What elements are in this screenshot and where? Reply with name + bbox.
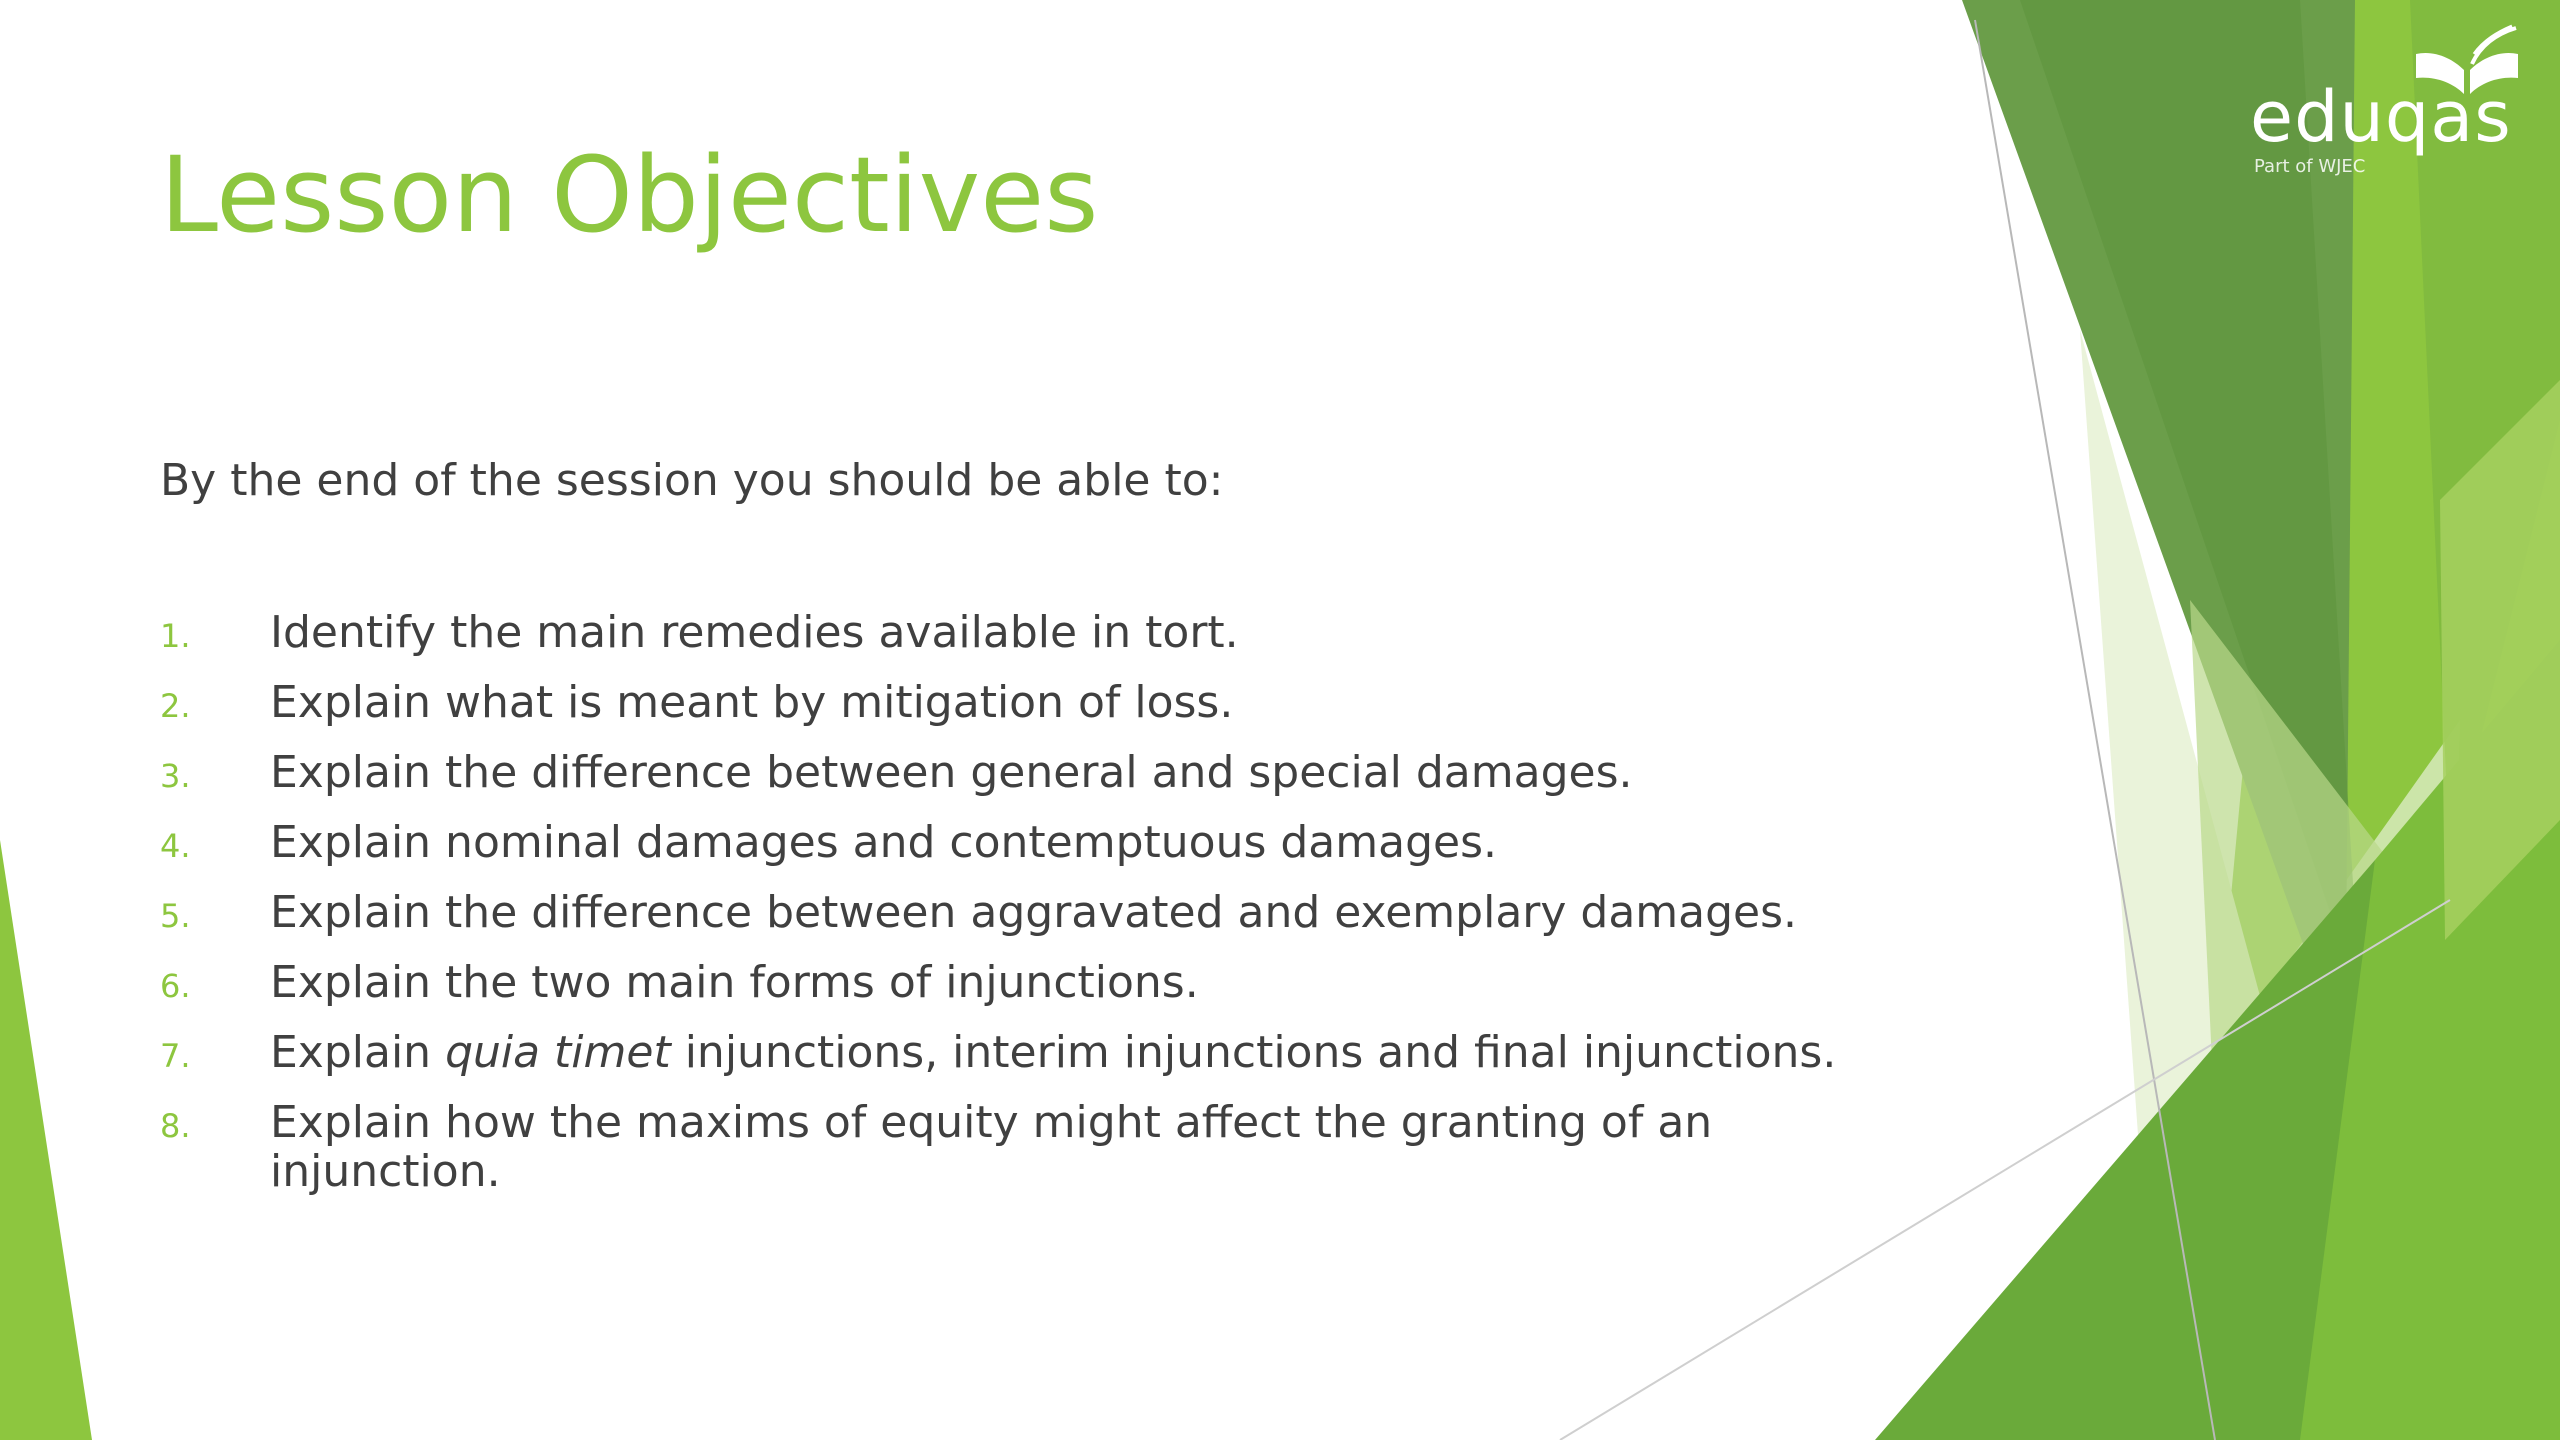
logo-subtitle: Part of WJEC xyxy=(2254,156,2366,177)
objective-text-post: injunctions, interim injunctions and final injunctions. xyxy=(670,1027,1837,1078)
eduqas-logo xyxy=(2240,24,2540,184)
objective-text-italic: quia timet xyxy=(445,1027,671,1078)
objective-text: Explain nominal damages and contemptuous damages. xyxy=(270,817,1497,868)
slide-title: Lesson Objectives xyxy=(160,134,1099,256)
logo-wordmark: eduqas xyxy=(2250,76,2512,158)
objective-number: 2. xyxy=(160,687,191,725)
objective-number: 6. xyxy=(160,967,191,1005)
objective-text xyxy=(270,1027,1836,1078)
objective-number: 8. xyxy=(160,1107,191,1145)
objective-number: 7. xyxy=(160,1037,191,1075)
objective-item xyxy=(160,748,1920,797)
objective-number: 1. xyxy=(160,617,191,655)
objective-item xyxy=(160,818,1920,867)
objective-number: 5. xyxy=(160,897,191,935)
objective-text: Explain the two main forms of injunctions. xyxy=(270,957,1199,1008)
objectives-list xyxy=(160,608,1920,1217)
objective-number: 4. xyxy=(160,827,191,865)
objective-item xyxy=(160,608,1920,657)
objective-number: 3. xyxy=(160,757,191,795)
objective-item xyxy=(160,678,1920,727)
objective-item xyxy=(160,1028,1920,1077)
objective-text: Explain the difference between general and special damages. xyxy=(270,747,1633,798)
objective-item xyxy=(160,1098,1920,1196)
intro-text: By the end of the session you should be able to: xyxy=(160,455,1224,506)
objective-text: Explain how the maxims of equity might affect the granting of an injunction. xyxy=(270,1097,1713,1197)
left-accent-sliver xyxy=(0,840,92,1440)
objective-text: Identify the main remedies available in tort. xyxy=(270,607,1239,658)
objective-text: Explain the difference between aggravated and exemplary damages. xyxy=(270,887,1798,938)
objective-text-pre: Explain xyxy=(270,1027,446,1078)
objective-item xyxy=(160,958,1920,1007)
objective-text: Explain what is meant by mitigation of loss. xyxy=(270,677,1234,728)
objective-item xyxy=(160,888,1920,937)
